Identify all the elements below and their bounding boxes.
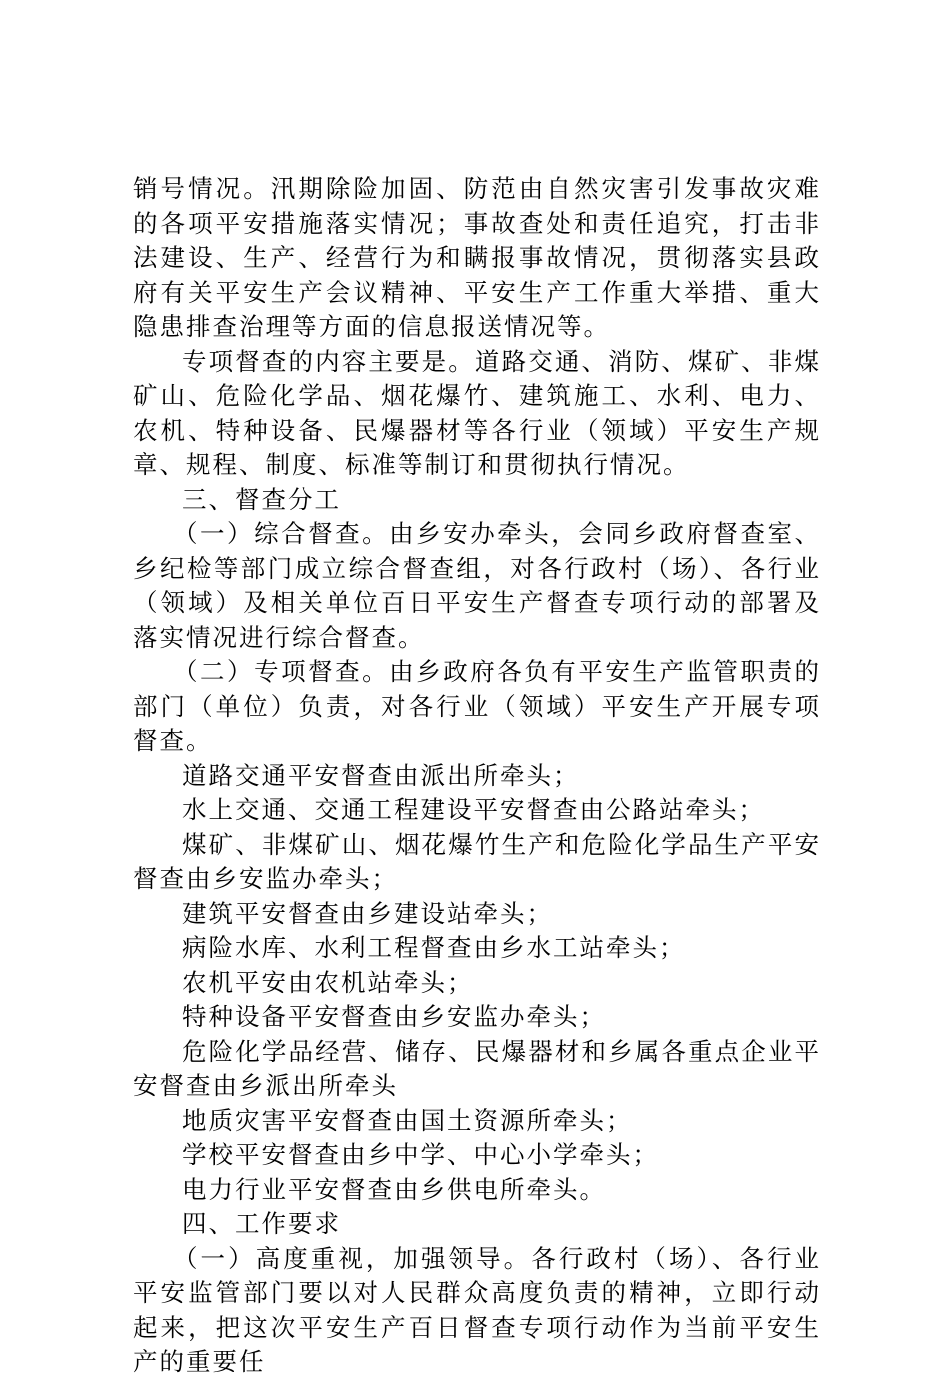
paragraph-special-inspection-content: 专项督查的内容主要是。道路交通、消防、煤矿、非煤矿山、危险化学品、烟花爆竹、建筑施工、水利、电力、农机、特种设备、民爆器材等各行业（领域）平安生产规章、规程、制度、标准等制订和贯彻执行情况。: [133, 346, 821, 479]
section-heading-division: 三、督查分工: [182, 484, 341, 514]
list-item-special-equipment: 特种设备平安督查由乡安监办牵头；: [182, 1002, 606, 1031]
list-item-electric-power: 电力行业平安督查由乡供电所牵头。: [182, 1174, 606, 1204]
document-body: [133, 172, 821, 1380]
list-item-schools: 学校平安督查由乡中学、中心小学牵头；: [182, 1140, 659, 1169]
list-item-reservoir: 病险水库、水利工程督查由乡水工站牵头；: [182, 933, 686, 962]
paragraph-continuation: 销号情况。汛期除险加固、防范由自然灾害引发事故灾难的各项平安措施落实情况；事故查处和责任追究，打击非法建设、生产、经营行为和瞒报事故情况，贯彻落实县政府有关平安生产会议精神、平安生产工作重大举措、重大隐患排查治理等方面的信息报送情况等。: [133, 174, 821, 341]
list-item-hazardous-chemicals: 危险化学品经营、储存、民爆器材和乡属各重点企业平安督查由乡派出所牵头: [133, 1036, 821, 1100]
paragraph-special-inspection: （二）专项督查。由乡政府各负有平安生产监管职责的部门（单位）负责，对各行业（领域）平安生产开展专项督查。: [133, 657, 821, 755]
paragraph-leadership: （一）高度重视，加强领导。各行政村（场）、各行业平安监管部门要以对人民群众高度负责的精神，立即行动起来，把这次平安生产百日督查专项行动作为当前平安生产的重要任: [133, 1243, 821, 1376]
list-item-water-traffic: 水上交通、交通工程建设平安督查由公路站牵头；: [182, 795, 765, 824]
section-heading-requirements: 四、工作要求: [182, 1209, 341, 1238]
paragraph-comprehensive-inspection: （一）综合督查。由乡安办牵头，会同乡政府督查室、乡纪检等部门成立综合督查组，对各行政村（场）、各行业（领域）及相关单位百日平安生产督查专项行动的部署及落实情况进行综合督查。: [133, 519, 821, 652]
list-item-geological-hazards: 地质灾害平安督查由国土资源所牵头；: [182, 1105, 633, 1135]
list-item-construction: 建筑平安督查由乡建设站牵头；: [182, 898, 553, 928]
list-item-road-traffic: 道路交通平安督查由派出所牵头；: [182, 760, 580, 790]
list-item-agricultural-machinery: 农机平安由农机站牵头；: [182, 967, 474, 997]
list-item-mining: 煤矿、非煤矿山、烟花爆竹生产和危险化学品生产平安督查由乡安监办牵头；: [133, 829, 821, 893]
